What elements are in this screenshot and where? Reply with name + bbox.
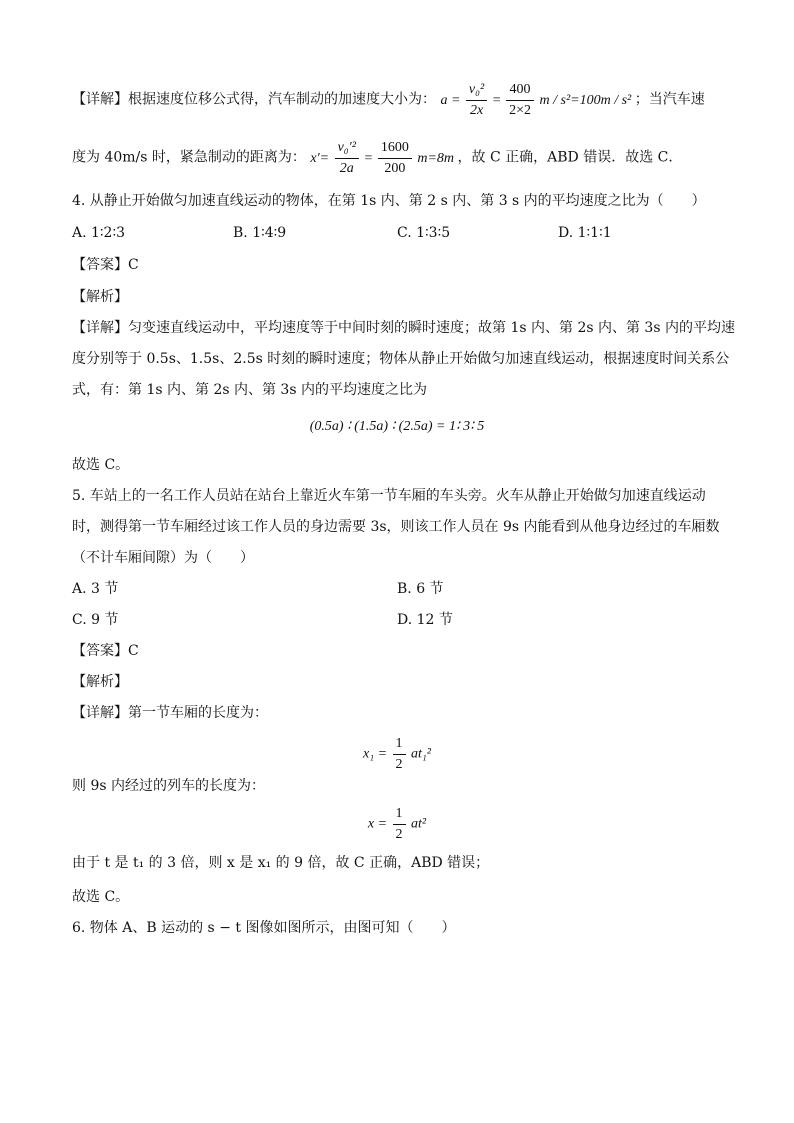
fraction-1600-over-200: $\frac{1600}{200}$ — [378, 138, 412, 179]
q4-analysis-heading: 【解析】 — [72, 289, 128, 305]
question-4-stem: 4. 从静止开始做匀加速直线运动的物体，在第 1s 内、第 2 s 内、第 3 s 内的平均速度之比为（ ） — [72, 193, 706, 209]
fraction-one-half: $\frac{1}{2}$ — [393, 734, 406, 775]
q4-option-b: B. 1∶4∶9 — [233, 225, 287, 241]
q4-ratio-equation: (0.5a) ∶ (1.5a) ∶ (2.5a) = 1∶ 3∶ 5 — [309, 419, 485, 434]
question-5-stem-line-1: 5. 车站上的一名工作人员站在站台上靠近火车第一节车厢的车头旁。火车从静止开始做匀加速直线运动 — [72, 488, 706, 504]
q5-option-b: B. 6 节 — [397, 581, 444, 597]
question-5-stem-line-2: 时，测得第一节车厢经过该工作人员的身边需要 3s，则该工作人员在 9s 内能看到从他身边经过的车厢数 — [72, 519, 720, 535]
detail-text-suffix: ；当汽车速 — [634, 91, 705, 108]
q5-answer: 【答案】C — [72, 643, 139, 659]
fraction-400-over-4: $\frac{400}{2\times 2}$ — [506, 80, 534, 121]
q4-option-c: C. 1∶3∶5 — [397, 225, 451, 241]
eq-lhs: a = — [440, 92, 461, 108]
q5-equation-total-length: x = $\frac{1}{2}$ at² — [0, 804, 794, 845]
q5-option-d: D. 12 节 — [397, 612, 453, 628]
q5-conclusion: 故选 C。 — [72, 889, 130, 905]
q4-option-d: D. 1∶1∶1 — [558, 225, 612, 241]
eq-unit: m / s²=100m / s² — [539, 92, 632, 108]
q4-conclusion: 故选 C。 — [72, 457, 130, 473]
q4-option-a: A. 1∶2∶3 — [72, 225, 126, 241]
acceleration-equation: a = $\frac{\text{v₀²}}{2x}$ = $\frac{400}{2\times 2}$ m / s²=100m / s² — [440, 93, 634, 108]
q5-detail-line-2: 则 9s 内经过的列车的长度为： — [72, 778, 265, 794]
q5-option-c: C. 9 节 — [72, 612, 119, 628]
q4-answer: 【答案】C — [72, 257, 139, 273]
detail-paragraph-line-2 — [72, 138, 682, 179]
detail-text: 【详解】根据速度位移公式得，汽车制动的加速度大小为： — [72, 91, 436, 108]
q5-analysis-heading: 【解析】 — [72, 674, 128, 690]
question-6-stem: 6. 物体 A、B 运动的 s − t 图像如图所示，由图可知（ ） — [72, 920, 456, 936]
question-5-stem-line-3: （不计车厢间隙）为（ ） — [72, 550, 254, 566]
q5-detail-line-3: 由于 t 是 t₁ 的 3 倍，则 x 是 x₁ 的 9 倍，故 C 正确，ABD 错误； — [72, 855, 490, 871]
q4-detail-line-2: 度分别等于 0.5s、1.5s、2.5s 时刻的瞬时速度；物体从静止开始做匀加速直线运动，根据速度时间关系公 — [72, 351, 730, 367]
detail-paragraph-line-1 — [72, 80, 705, 121]
fraction-v0-over-2x: $\frac{\text{v₀²}}{2x}$ — [466, 80, 487, 121]
fraction-v0prime-over-2a: $\frac{\text{v₀′²}}{2a}$ — [335, 138, 359, 179]
detail-text: 度为 40m/s 时，紧急制动的距离为： — [72, 149, 306, 166]
fraction-one-half: $\frac{1}{2}$ — [393, 804, 406, 845]
detail-text-suffix: ，故 C 正确，ABD 错误．故选 C． — [457, 149, 683, 166]
braking-distance-equation: x′= $\frac{\text{v₀′²}}{2a}$ = $\frac{1600}{200}$ m=8m — [310, 151, 457, 166]
q4-detail-line-1: 【详解】匀变速直线运动中，平均速度等于中间时刻的瞬时速度；故第 1s 内、第 2s 内、第 3s 内的平均速 — [72, 320, 735, 336]
q5-detail-line-1: 【详解】第一节车厢的长度为： — [72, 705, 268, 721]
q4-detail-line-3: 式，有：第 1s 内、第 2s 内、第 3s 内的平均速度之比为 — [72, 382, 427, 398]
q5-equation-first-car: x₁ = $\frac{1}{2}$ at₁² — [0, 734, 794, 775]
q5-option-a: A. 3 节 — [72, 581, 119, 597]
